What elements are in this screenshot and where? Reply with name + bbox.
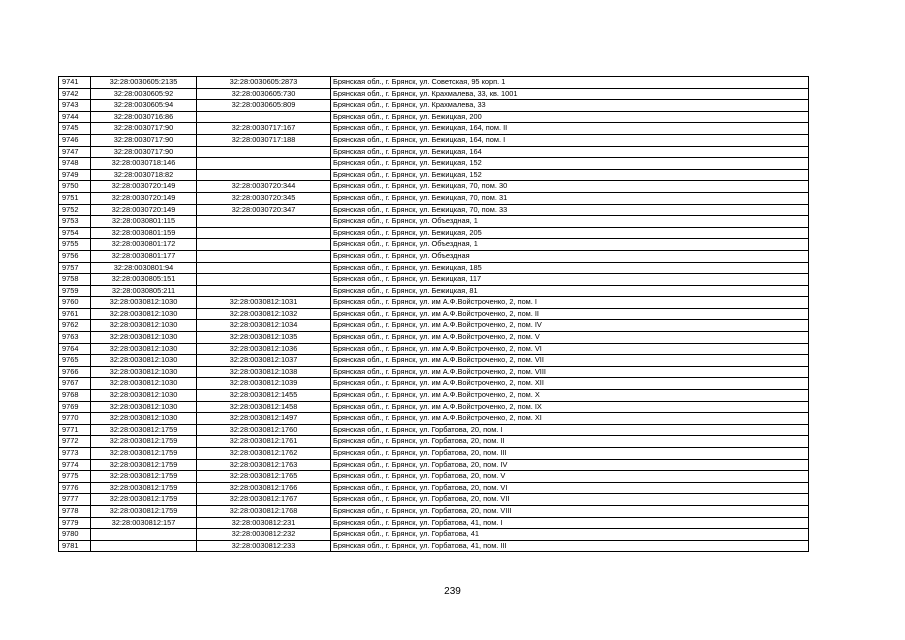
parcel-cadastral-number-cell: 32:28:0030718:146	[91, 158, 197, 170]
table-row	[59, 169, 809, 181]
premises-cadastral-number-cell: 32:28:0030812:1767	[197, 494, 331, 506]
parcel-cadastral-number-cell: 32:28:0030718:82	[91, 169, 197, 181]
premises-cadastral-number-cell: 32:28:0030720:345	[197, 192, 331, 204]
address-cell: Брянская обл., г. Брянск, ул. Объездная, 1	[331, 239, 809, 251]
parcel-cadastral-number-cell: 32:28:0030805:151	[91, 274, 197, 286]
parcel-cadastral-number-cell: 32:28:0030720:149	[91, 181, 197, 193]
premises-cadastral-number-cell: 32:28:0030812:1761	[197, 436, 331, 448]
parcel-cadastral-number-cell: 32:28:0030801:159	[91, 227, 197, 239]
table-row	[59, 424, 809, 436]
parcel-cadastral-number-cell: 32:28:0030812:1030	[91, 366, 197, 378]
row-number-cell: 9753	[59, 216, 91, 228]
premises-cadastral-number-cell: 32:28:0030812:232	[197, 529, 331, 541]
table-row	[59, 111, 809, 123]
row-number-cell: 9750	[59, 181, 91, 193]
premises-cadastral-number-cell: 32:28:0030812:1760	[197, 424, 331, 436]
row-number-cell: 9752	[59, 204, 91, 216]
table-row	[59, 401, 809, 413]
parcel-cadastral-number-cell: 32:28:0030717:90	[91, 134, 197, 146]
parcel-cadastral-number-cell: 32:28:0030812:1030	[91, 343, 197, 355]
premises-cadastral-number-cell	[197, 146, 331, 158]
address-cell: Брянская обл., г. Брянск, ул. Бежицкая, 200	[331, 111, 809, 123]
premises-cadastral-number-cell: 32:28:0030812:1762	[197, 448, 331, 460]
parcel-cadastral-number-cell: 32:28:0030812:1030	[91, 401, 197, 413]
row-number-cell: 9777	[59, 494, 91, 506]
address-cell: Брянская обл., г. Брянск, ул. Бежицкая, 152	[331, 158, 809, 170]
table-row	[59, 471, 809, 483]
parcel-cadastral-number-cell: 32:28:0030720:149	[91, 192, 197, 204]
premises-cadastral-number-cell: 32:28:0030720:344	[197, 181, 331, 193]
address-cell: Брянская обл., г. Брянск, ул. Объездная, 1	[331, 216, 809, 228]
parcel-cadastral-number-cell: 32:28:0030717:90	[91, 123, 197, 135]
premises-cadastral-number-cell: 32:28:0030812:1039	[197, 378, 331, 390]
premises-cadastral-number-cell: 32:28:0030812:1032	[197, 308, 331, 320]
row-number-cell: 9763	[59, 332, 91, 344]
parcel-cadastral-number-cell: 32:28:0030812:1030	[91, 390, 197, 402]
row-number-cell: 9762	[59, 320, 91, 332]
parcel-cadastral-number-cell: 32:28:0030605:94	[91, 100, 197, 112]
table-row	[59, 77, 809, 89]
premises-cadastral-number-cell: 32:28:0030605:809	[197, 100, 331, 112]
parcel-cadastral-number-cell: 32:28:0030812:1030	[91, 308, 197, 320]
table-row	[59, 320, 809, 332]
table-row	[59, 285, 809, 297]
parcel-cadastral-number-cell	[91, 540, 197, 552]
row-number-cell: 9779	[59, 517, 91, 529]
parcel-cadastral-number-cell: 32:28:0030605:92	[91, 88, 197, 100]
row-number-cell: 9741	[59, 77, 91, 89]
row-number-cell: 9758	[59, 274, 91, 286]
address-cell: Брянская обл., г. Брянск, ул. им А.Ф.Войстроченко, 2, пом. I	[331, 297, 809, 309]
table-row	[59, 134, 809, 146]
premises-cadastral-number-cell	[197, 274, 331, 286]
premises-cadastral-number-cell: 32:28:0030812:1455	[197, 390, 331, 402]
premises-cadastral-number-cell: 32:28:0030812:1765	[197, 471, 331, 483]
parcel-cadastral-number-cell: 32:28:0030605:2135	[91, 77, 197, 89]
address-cell: Брянская обл., г. Брянск, ул. Горбатова, 41, пом. I	[331, 517, 809, 529]
row-number-cell: 9751	[59, 192, 91, 204]
table-row	[59, 459, 809, 471]
premises-cadastral-number-cell: 32:28:0030812:1036	[197, 343, 331, 355]
row-number-cell: 9747	[59, 146, 91, 158]
premises-cadastral-number-cell: 32:28:0030812:1766	[197, 482, 331, 494]
table-row	[59, 262, 809, 274]
parcel-cadastral-number-cell: 32:28:0030812:1759	[91, 448, 197, 460]
address-cell: Брянская обл., г. Брянск, ул. Крахмалева, 33	[331, 100, 809, 112]
address-cell: Брянская обл., г. Брянск, ул. Горбатова, 20, пом. VIII	[331, 505, 809, 517]
parcel-cadastral-number-cell: 32:28:0030805:211	[91, 285, 197, 297]
table-row	[59, 378, 809, 390]
premises-cadastral-number-cell: 32:28:0030717:167	[197, 123, 331, 135]
parcel-cadastral-number-cell: 32:28:0030812:1759	[91, 494, 197, 506]
parcel-cadastral-number-cell: 32:28:0030812:1759	[91, 471, 197, 483]
table-row	[59, 517, 809, 529]
premises-cadastral-number-cell: 32:28:0030812:1768	[197, 505, 331, 517]
table-row	[59, 540, 809, 552]
premises-cadastral-number-cell	[197, 239, 331, 251]
table-row	[59, 88, 809, 100]
premises-cadastral-number-cell	[197, 111, 331, 123]
row-number-cell: 9765	[59, 355, 91, 367]
table-row	[59, 274, 809, 286]
parcel-cadastral-number-cell: 32:28:0030812:1759	[91, 424, 197, 436]
premises-cadastral-number-cell	[197, 227, 331, 239]
address-cell: Брянская обл., г. Брянск, ул. им А.Ф.Войстроченко, 2, пом. XII	[331, 378, 809, 390]
premises-cadastral-number-cell: 32:28:0030812:1497	[197, 413, 331, 425]
premises-cadastral-number-cell: 32:28:0030812:1763	[197, 459, 331, 471]
address-cell: Брянская обл., г. Брянск, ул. Горбатова, 20, пом. VII	[331, 494, 809, 506]
row-number-cell: 9761	[59, 308, 91, 320]
row-number-cell: 9745	[59, 123, 91, 135]
address-cell: Брянская обл., г. Брянск, ул. Горбатова, 20, пом. III	[331, 448, 809, 460]
parcel-cadastral-number-cell: 32:28:0030801:115	[91, 216, 197, 228]
premises-cadastral-number-cell: 32:28:0030812:1037	[197, 355, 331, 367]
address-cell: Брянская обл., г. Брянск, ул. Бежицкая, 205	[331, 227, 809, 239]
parcel-cadastral-number-cell: 32:28:0030716:86	[91, 111, 197, 123]
address-cell: Брянская обл., г. Брянск, ул. Горбатова, 41	[331, 529, 809, 541]
address-cell: Брянская обл., г. Брянск, ул. Бежицкая, 164, пом. I	[331, 134, 809, 146]
premises-cadastral-number-cell: 32:28:0030605:730	[197, 88, 331, 100]
row-number-cell: 9759	[59, 285, 91, 297]
table-row	[59, 529, 809, 541]
parcel-cadastral-number-cell	[91, 529, 197, 541]
premises-cadastral-number-cell	[197, 169, 331, 181]
table-row	[59, 227, 809, 239]
premises-cadastral-number-cell: 32:28:0030812:231	[197, 517, 331, 529]
address-cell: Брянская обл., г. Брянск, ул. Горбатова, 20, пом. I	[331, 424, 809, 436]
premises-cadastral-number-cell: 32:28:0030812:1034	[197, 320, 331, 332]
address-cell: Брянская обл., г. Брянск, ул. Бежицкая, 117	[331, 274, 809, 286]
address-cell: Брянская обл., г. Брянск, ул. им А.Ф.Войстроченко, 2, пом. V	[331, 332, 809, 344]
table-row	[59, 158, 809, 170]
row-number-cell: 9744	[59, 111, 91, 123]
premises-cadastral-number-cell: 32:28:0030717:188	[197, 134, 331, 146]
row-number-cell: 9749	[59, 169, 91, 181]
table-row	[59, 216, 809, 228]
table-row	[59, 343, 809, 355]
premises-cadastral-number-cell: 32:28:0030812:1031	[197, 297, 331, 309]
table-row	[59, 355, 809, 367]
row-number-cell: 9757	[59, 262, 91, 274]
address-cell: Брянская обл., г. Брянск, ул. им А.Ф.Войстроченко, 2, пом. IV	[331, 320, 809, 332]
address-cell: Брянская обл., г. Брянск, ул. им А.Ф.Войстроченко, 2, пом. VII	[331, 355, 809, 367]
property-registry-table	[58, 76, 809, 552]
table-row	[59, 436, 809, 448]
table-row	[59, 482, 809, 494]
row-number-cell: 9773	[59, 448, 91, 460]
row-number-cell: 9754	[59, 227, 91, 239]
address-cell: Брянская обл., г. Брянск, ул. Бежицкая, 152	[331, 169, 809, 181]
table-row	[59, 308, 809, 320]
address-cell: Брянская обл., г. Брянск, ул. им А.Ф.Войстроченко, 2, пом. IX	[331, 401, 809, 413]
parcel-cadastral-number-cell: 32:28:0030812:1759	[91, 459, 197, 471]
table-row	[59, 123, 809, 135]
row-number-cell: 9748	[59, 158, 91, 170]
address-cell: Брянская обл., г. Брянск, ул. Бежицкая, 70, пом. 33	[331, 204, 809, 216]
row-number-cell: 9778	[59, 505, 91, 517]
row-number-cell: 9774	[59, 459, 91, 471]
row-number-cell: 9767	[59, 378, 91, 390]
table-row	[59, 204, 809, 216]
row-number-cell: 9769	[59, 401, 91, 413]
address-cell: Брянская обл., г. Брянск, ул. Горбатова, 20, пом. VI	[331, 482, 809, 494]
row-number-cell: 9771	[59, 424, 91, 436]
premises-cadastral-number-cell	[197, 250, 331, 262]
parcel-cadastral-number-cell: 32:28:0030812:1030	[91, 297, 197, 309]
registry-table-body	[59, 77, 809, 552]
address-cell: Брянская обл., г. Брянск, ул. Бежицкая, 81	[331, 285, 809, 297]
row-number-cell: 9760	[59, 297, 91, 309]
address-cell: Брянская обл., г. Брянск, ул. им А.Ф.Войстроченко, 2, пом. II	[331, 308, 809, 320]
parcel-cadastral-number-cell: 32:28:0030812:1759	[91, 505, 197, 517]
table-row	[59, 181, 809, 193]
row-number-cell: 9775	[59, 471, 91, 483]
parcel-cadastral-number-cell: 32:28:0030812:1759	[91, 436, 197, 448]
row-number-cell: 9756	[59, 250, 91, 262]
address-cell: Брянская обл., г. Брянск, ул. Горбатова, 20, пом. V	[331, 471, 809, 483]
address-cell: Брянская обл., г. Брянск, ул. Бежицкая, 70, пом. 30	[331, 181, 809, 193]
row-number-cell: 9766	[59, 366, 91, 378]
row-number-cell: 9755	[59, 239, 91, 251]
address-cell: Брянская обл., г. Брянск, ул. Крахмалева, 33, кв. 1001	[331, 88, 809, 100]
address-cell: Брянская обл., г. Брянск, ул. им А.Ф.Войстроченко, 2, пом. X	[331, 390, 809, 402]
parcel-cadastral-number-cell: 32:28:0030812:1030	[91, 378, 197, 390]
address-cell: Брянская обл., г. Брянск, ул. Объездная	[331, 250, 809, 262]
table-row	[59, 239, 809, 251]
row-number-cell: 9768	[59, 390, 91, 402]
page-number: 239	[444, 586, 461, 597]
row-number-cell: 9742	[59, 88, 91, 100]
premises-cadastral-number-cell	[197, 216, 331, 228]
row-number-cell: 9746	[59, 134, 91, 146]
premises-cadastral-number-cell: 32:28:0030812:1035	[197, 332, 331, 344]
address-cell: Брянская обл., г. Брянск, ул. Горбатова, 41, пом. III	[331, 540, 809, 552]
parcel-cadastral-number-cell: 32:28:0030812:1030	[91, 320, 197, 332]
premises-cadastral-number-cell: 32:28:0030720:347	[197, 204, 331, 216]
table-row	[59, 146, 809, 158]
premises-cadastral-number-cell: 32:28:0030812:233	[197, 540, 331, 552]
row-number-cell: 9780	[59, 529, 91, 541]
table-row	[59, 505, 809, 517]
premises-cadastral-number-cell: 32:28:0030605:2873	[197, 77, 331, 89]
premises-cadastral-number-cell: 32:28:0030812:1038	[197, 366, 331, 378]
parcel-cadastral-number-cell: 32:28:0030812:1030	[91, 413, 197, 425]
premises-cadastral-number-cell	[197, 262, 331, 274]
parcel-cadastral-number-cell: 32:28:0030812:1030	[91, 355, 197, 367]
parcel-cadastral-number-cell: 32:28:0030801:94	[91, 262, 197, 274]
table-row	[59, 448, 809, 460]
premises-cadastral-number-cell	[197, 285, 331, 297]
address-cell: Брянская обл., г. Брянск, ул. Советская, 95 корп. 1	[331, 77, 809, 89]
row-number-cell: 9772	[59, 436, 91, 448]
parcel-cadastral-number-cell: 32:28:0030812:1759	[91, 482, 197, 494]
parcel-cadastral-number-cell: 32:28:0030801:172	[91, 239, 197, 251]
table-row	[59, 366, 809, 378]
table-row	[59, 100, 809, 112]
premises-cadastral-number-cell: 32:28:0030812:1458	[197, 401, 331, 413]
address-cell: Брянская обл., г. Брянск, ул. им А.Ф.Войстроченко, 2, пом. XI	[331, 413, 809, 425]
table-row	[59, 332, 809, 344]
parcel-cadastral-number-cell: 32:28:0030812:157	[91, 517, 197, 529]
address-cell: Брянская обл., г. Брянск, ул. Горбатова, 20, пом. IV	[331, 459, 809, 471]
parcel-cadastral-number-cell: 32:28:0030717:90	[91, 146, 197, 158]
address-cell: Брянская обл., г. Брянск, ул. Бежицкая, 185	[331, 262, 809, 274]
table-row	[59, 192, 809, 204]
row-number-cell: 9764	[59, 343, 91, 355]
parcel-cadastral-number-cell: 32:28:0030720:149	[91, 204, 197, 216]
premises-cadastral-number-cell	[197, 158, 331, 170]
address-cell: Брянская обл., г. Брянск, ул. Бежицкая, 164	[331, 146, 809, 158]
table-row	[59, 297, 809, 309]
address-cell: Брянская обл., г. Брянск, ул. им А.Ф.Войстроченко, 2, пом. VIII	[331, 366, 809, 378]
address-cell: Брянская обл., г. Брянск, ул. Бежицкая, 164, пом. II	[331, 123, 809, 135]
table-row	[59, 494, 809, 506]
table-row	[59, 413, 809, 425]
table-row	[59, 390, 809, 402]
row-number-cell: 9770	[59, 413, 91, 425]
row-number-cell: 9781	[59, 540, 91, 552]
table-row	[59, 250, 809, 262]
parcel-cadastral-number-cell: 32:28:0030812:1030	[91, 332, 197, 344]
address-cell: Брянская обл., г. Брянск, ул. Бежицкая, 70, пом. 31	[331, 192, 809, 204]
row-number-cell: 9743	[59, 100, 91, 112]
address-cell: Брянская обл., г. Брянск, ул. им А.Ф.Войстроченко, 2, пом. VI	[331, 343, 809, 355]
row-number-cell: 9776	[59, 482, 91, 494]
address-cell: Брянская обл., г. Брянск, ул. Горбатова, 20, пом. II	[331, 436, 809, 448]
parcel-cadastral-number-cell: 32:28:0030801:177	[91, 250, 197, 262]
